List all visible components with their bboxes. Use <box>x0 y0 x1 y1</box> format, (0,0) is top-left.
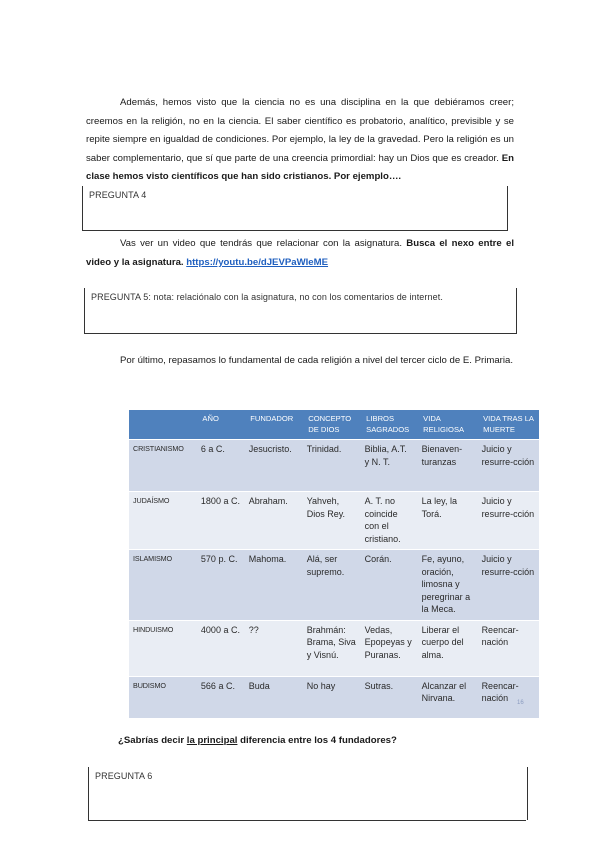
pregunta-6-label: PREGUNTA 6 <box>95 771 153 781</box>
row-religion: JUDAÍSMO <box>129 492 197 550</box>
row-religion: CRISTIANISMO <box>129 440 197 492</box>
cell-muerte: Juicio y resurre-cción <box>478 550 539 621</box>
paragraph-summary-text: Por último, repasamos lo fundamental de cada religión a nivel del tercer ciclo de E. Primaria. <box>120 355 514 366</box>
answer-box-bottom-rule <box>88 820 526 821</box>
cell-dios: Brahmán: Brama, Siva y Visnú. <box>303 620 361 676</box>
cell-dios: Trinidad. <box>303 440 361 492</box>
cell-muerte: Reencar-nación <box>478 676 539 718</box>
table-header-cell: VIDA TRAS LA MUERTE <box>478 410 539 440</box>
cell-fundador: Jesucristo. <box>245 440 303 492</box>
cell-muerte: Reencar-nación <box>478 620 539 676</box>
table-header-cell: VIDA RELIGIOSA <box>418 410 478 440</box>
cell-vida: Liberar el cuerpo del alma. <box>418 620 478 676</box>
table-row <box>129 492 539 550</box>
page-number: 16 <box>517 700 524 706</box>
cell-vida: La ley, la Torá. <box>418 492 478 550</box>
video-link[interactable]: https://youtu.be/dJEVPaWIeME <box>186 256 329 268</box>
answer-box-pregunta-4[interactable] <box>82 186 508 231</box>
table-header-cell: LIBROS SAGRADOS <box>361 410 418 440</box>
cell-ano: 6 a C. <box>197 440 245 492</box>
pregunta-4-label: PREGUNTA 4 <box>89 190 147 200</box>
paragraph-video-bold: Busca el nexo entre el video y la asignatura. <box>86 238 515 268</box>
cell-fundador: Buda <box>245 676 303 718</box>
cell-ano: 566 a C. <box>197 676 245 718</box>
paragraph-intro <box>86 94 514 187</box>
cell-ano: 570 p. C. <box>197 550 245 621</box>
cell-libros: A. T. no coincide con el cristiano. <box>361 492 418 550</box>
cell-libros: Corán. <box>361 550 418 621</box>
table-row <box>129 676 539 718</box>
pregunta-5-label: PREGUNTA 5: nota: relaciónalo con la asignatura, no con los comentarios de internet. <box>91 292 443 302</box>
answer-box-pregunta-5[interactable] <box>84 288 517 334</box>
question-fundadores <box>118 735 397 746</box>
cell-fundador: Abraham. <box>245 492 303 550</box>
cell-fundador: ?? <box>245 620 303 676</box>
row-religion: HINDUISMO <box>129 620 197 676</box>
table-header-cell: CONCEPTO DE DIOS <box>303 410 361 440</box>
table-row <box>129 440 539 492</box>
cell-dios: Yahveh, Dios Rey. <box>303 492 361 550</box>
table-header-cell <box>129 410 197 440</box>
cell-muerte: Juicio y resurre-cción <box>478 440 539 492</box>
paragraph-intro-text: Además, hemos visto que la ciencia no es una disciplina en la que debiéramos creer; creemos en la religión, no en la ciencia. El saber científico es probatorio, analítico, previsible y se repite siempre en igualdad de condiciones. Por ejemplo, la ley de la gravedad. Pero la religión es un saber complementario, que sí que parte de una creencia primordial: hay un Dios que es creador. <box>86 97 514 164</box>
paragraph-summary <box>86 352 514 371</box>
paragraph-video <box>86 235 514 272</box>
cell-libros: Sutras. <box>361 676 418 718</box>
question-underlined: la principal <box>186 735 238 746</box>
cell-muerte: Juicio y resurre-cción <box>478 492 539 550</box>
paragraph-intro-bold: En clase hemos visto científicos que han sido cristianos. Por ejemplo…. <box>86 152 514 183</box>
cell-vida: Bienaven-turanzas <box>418 440 478 492</box>
cell-fundador: Mahoma. <box>245 550 303 621</box>
row-religion: ISLAMISMO <box>129 550 197 621</box>
table-header-cell: FUNDADOR <box>245 410 303 440</box>
cell-ano: 4000 a C. <box>197 620 245 676</box>
cell-libros: Biblia, A.T. y N. T. <box>361 440 418 492</box>
cell-vida: Alcanzar el Nirvana. <box>418 676 478 718</box>
religions-table <box>129 410 539 719</box>
question-pre: ¿Sabrías decir <box>118 735 187 746</box>
cell-dios: No hay <box>303 676 361 718</box>
table-header-cell: AÑO <box>197 410 245 440</box>
cell-libros: Vedas, Epopeyas y Puranas. <box>361 620 418 676</box>
table-row <box>129 620 539 676</box>
table-row <box>129 550 539 621</box>
paragraph-video-text: Vas ver un video que tendrás que relacionar con la asignatura. <box>120 238 402 249</box>
answer-box-pregunta-6[interactable] <box>88 767 528 820</box>
cell-vida: Fe, ayuno, oración, limosna y peregrinar a la Meca. <box>418 550 478 621</box>
cell-dios: Alá, ser supremo. <box>303 550 361 621</box>
question-post: diferencia entre los 4 fundadores? <box>237 735 397 746</box>
row-religion: BUDISMO <box>129 676 197 718</box>
table-header-row <box>129 410 539 440</box>
cell-ano: 1800 a C. <box>197 492 245 550</box>
